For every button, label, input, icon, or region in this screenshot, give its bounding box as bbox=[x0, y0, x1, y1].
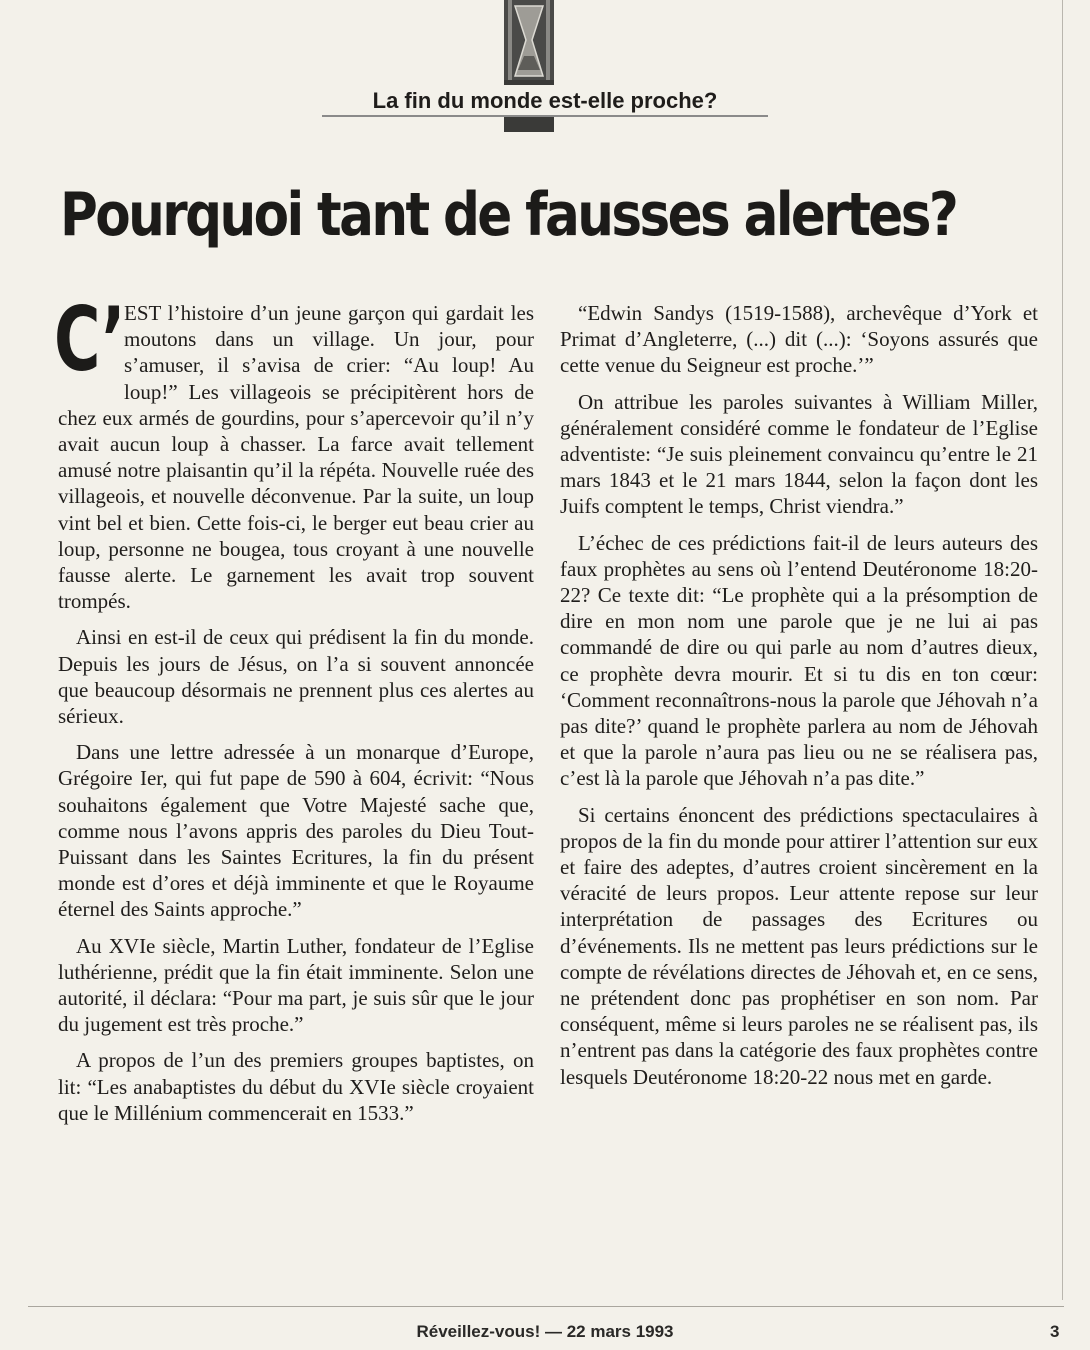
paragraph: A propos de l’un des premiers groupes baptistes, on lit: “Les anabaptistes du début du XVIe siècle croyaient que le Millénium commencerait en 1533.” bbox=[58, 1048, 534, 1125]
paragraph: Dans une lettre adressée à un monarque d’Europe, Grégoire Ier, qui fut pape de 590 à 604, écrivit: “Nous souhaitons également que Votre Majesté sache que, comme nous l’avons appris des paroles du Dieu Tout-Puissant dans les Saintes Ecritures, la fin du présent monde est d’ores et déjà imminente et que le Royaume éternel des Saints approche.” bbox=[58, 740, 534, 922]
paragraph: Si certains énoncent des prédictions spectaculaires à propos de la fin du monde pour attirer l’attention sur eux et faire des adeptes, d’autres croient sincèrement en la véracité de leurs propos. Leur attente repose sur leur interprétation de passages des Ecritures ou d’événements. Ils ne mettent pas leurs prédictions sur le compte de révélations directes de Jéhovah et, en ce sens, ne prétendent donc pas prophétiser en son nom. Par conséquent, même si leurs paroles ne se réalisent pas, ils n’entrent pas dans la catégorie des faux prophètes contre lesquels Deutéronome 18:20-22 nous met en garde. bbox=[560, 802, 1038, 1089]
paragraph: Au XVIe siècle, Martin Luther, fondateur de l’Eglise luthérienne, prédit que la fin était imminente. Selon une autorité, il déclara: “Pour ma part, je suis sûr que le jour du jugement est très proche.” bbox=[58, 933, 534, 1037]
kicker-title: La fin du monde est-elle proche? bbox=[322, 85, 768, 117]
left-column bbox=[54, 288, 534, 1136]
page-frame-right-rule bbox=[1062, 0, 1063, 1300]
paragraph: Ainsi en est-il de ceux qui prédisent la fin du monde. Depuis les jours de Jésus, on l’a si souvent annoncée que beaucoup désormais ne prennent plus ces alertes au sérieux. bbox=[58, 625, 534, 729]
drop-cap: C’ bbox=[54, 288, 125, 391]
paragraph: “Edwin Sandys (1519-1588), archevêque d’York et Primat d’Angleterre, (...) dit (...): ‘Soyons assurés que cette venue du Seigneur est proche.’” bbox=[560, 301, 1038, 378]
page-number: 3 bbox=[1050, 1322, 1060, 1341]
article-headline: Pourquoi tant de fausses alertes? bbox=[60, 180, 957, 250]
paragraph bbox=[54, 288, 534, 614]
right-column bbox=[560, 300, 1038, 1100]
publication-footer: Réveillez-vous! — 22 mars 1993 bbox=[416, 1322, 674, 1341]
paragraph-text: EST l’histoire d’un jeune garçon qui gardait les moutons dans un village. Un jour, pour s’amuser, il s’avisa de crier: “Au loup! Au loup!” Les villageois se précipitèrent hors de chez eux armés de gourdins, pour s’apercevoir qu’il n’y avait aucun loup à chasser. La farce avait tellement amusé notre plaisantin qu’il la répéta. Nouvelle ruée des villageois, et nouvelle déconvenue. Par la suite, un loup vint bel et bien. Cette fois-ci, le berger eut beau crier au loup, personne ne bougea, tous croyant à une nouvelle fausse alerte. Le garnement les avait trop souvent trompés. bbox=[58, 301, 534, 614]
paragraph: On attribue les paroles suivantes à William Miller, généralement considéré comme le fondateur de l’Eglise adventiste: “Je suis pleinement convaincu qu’entre le 21 mars 1843 et le 21 mars 1844, selon la façon dont les Juifs comptent le temps, Christ viendra.” bbox=[560, 389, 1038, 519]
paragraph: L’échec de ces prédictions fait-il de leurs auteurs des faux prophètes au sens où l’entend Deutéronome 18:20-22? Ce texte dit: “Le prophète qui a la présomption de dire en mon nom une parole que je ne lui ai pas commandé de dire ou qui parle au nom d’autres dieux, ce prophète devra mourir. Et si tu dis en ton cœur: ‘Comment reconnaîtrons-nous la parole que Jéhovah n’a pas dite?’ quand le prophète parlera au nom de Jéhovah et que la parole n’aura pas lieu ou ne se réalisera pas, c’est là la parole que Jéhovah n’a pas dite.” bbox=[560, 530, 1038, 791]
page-frame-bottom-rule bbox=[28, 1306, 1064, 1307]
